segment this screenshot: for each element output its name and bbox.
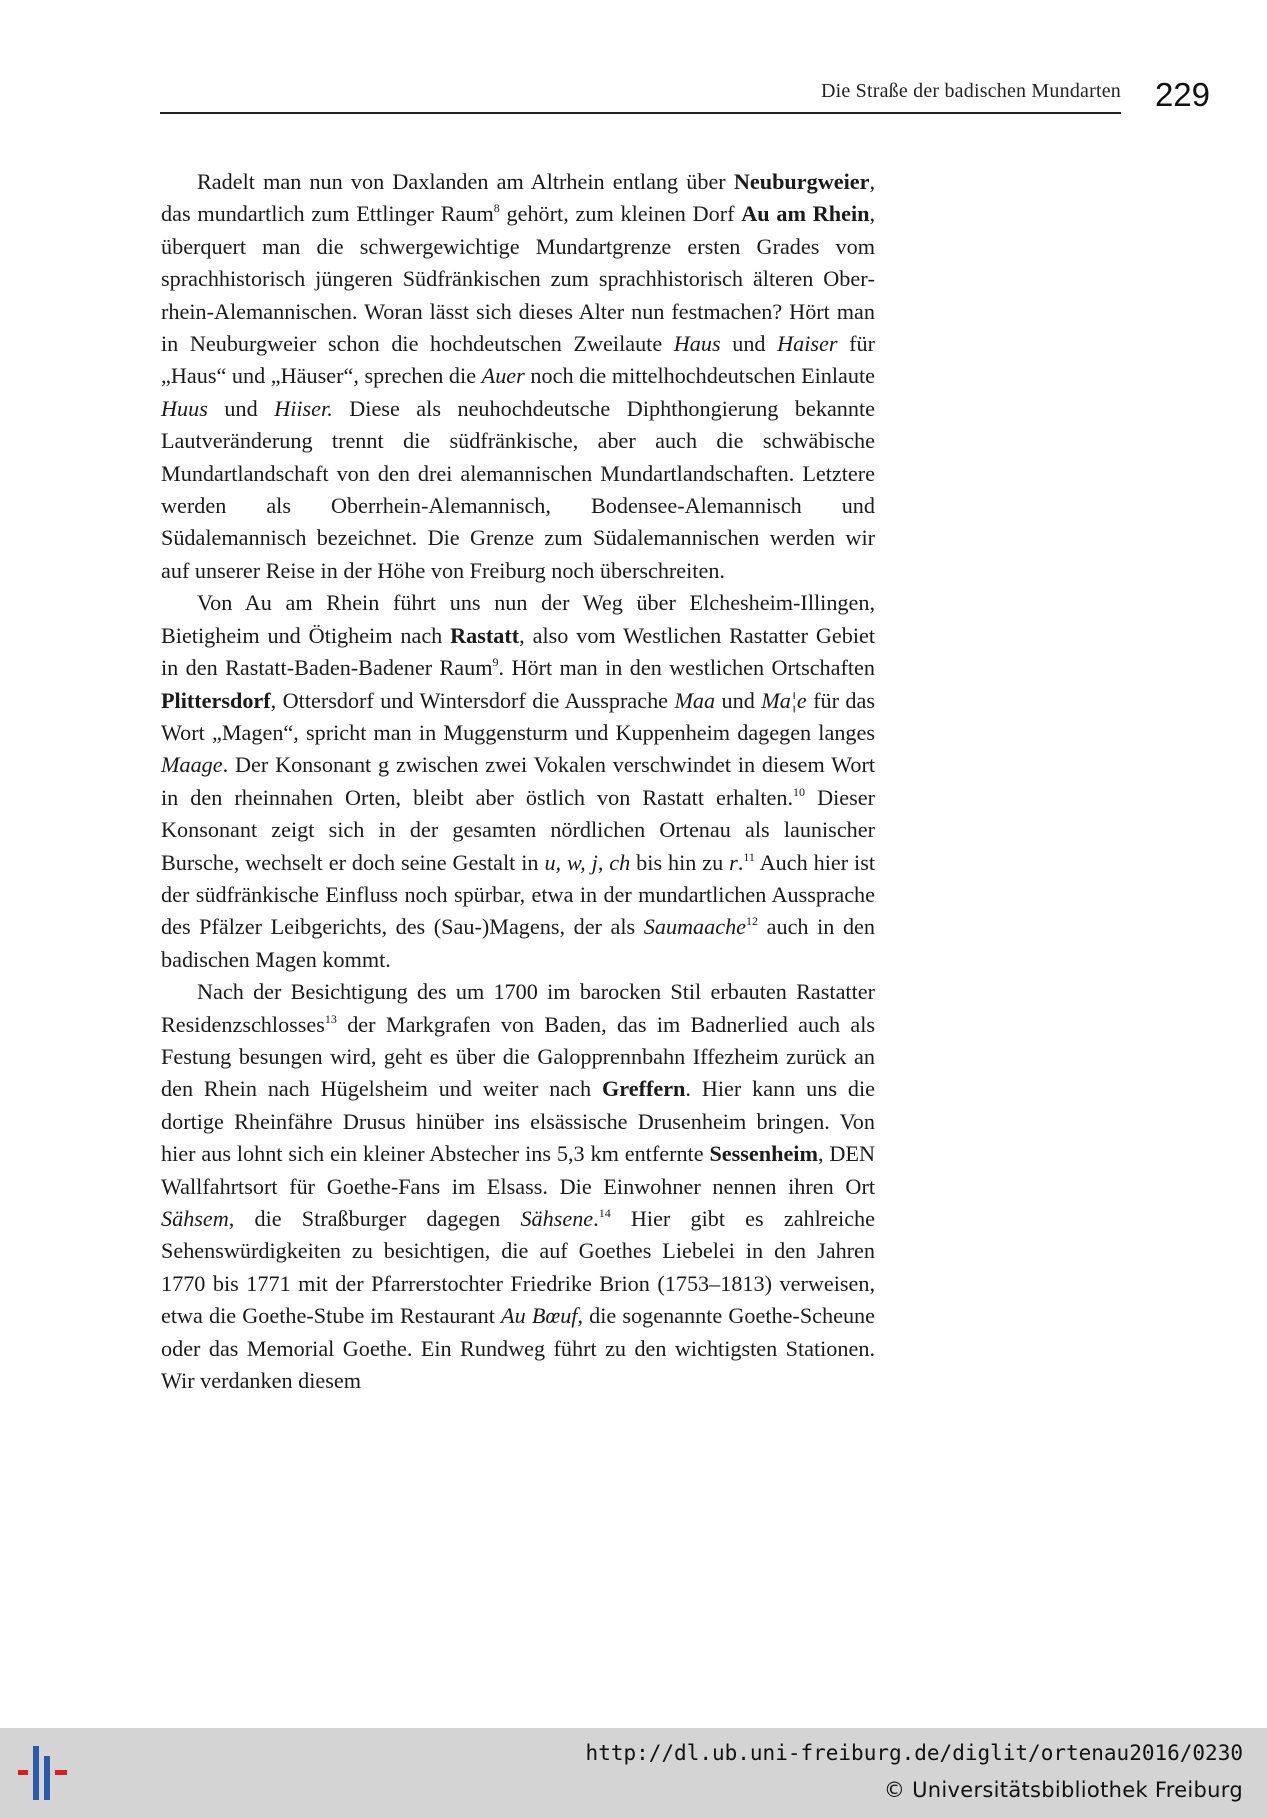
text-run: Diese als neuhochdeutsche Diphthongierung bekannte Lautveränderung trennt die südfränkische, aber auch die schwäbische Mundartlandschaft von den drei alemannischen Mundartlandschaften. Letztere werden als Oberrhein-Alemannisch, Bodensee-Alemannisch und Südalemannisch bezeichnet. Die Grenze zum Südalemannischen werden wir auf unserer Reise in der Höhe von Freiburg noch überschreiten. bbox=[161, 395, 875, 583]
place-name-bold: Sessenheim bbox=[709, 1141, 818, 1167]
dialect-term-italic: Sähsene bbox=[520, 1206, 594, 1231]
text-run: Von Au am Rhein führt uns nun der Weg über Elchesheim-Illingen, Bietigheim und Ötigheim nach bbox=[161, 590, 875, 648]
running-header bbox=[160, 64, 1210, 124]
place-name-bold: Rastatt bbox=[450, 622, 520, 648]
dialect-term-italic: Ma¦e bbox=[761, 687, 807, 713]
dialect-term-italic: Saumaache bbox=[643, 914, 747, 940]
copyright-notice: © Universitätsbibliothek Freiburg bbox=[883, 1778, 1243, 1802]
text-run: für „Haus“ und „Häuser“, sprechen die bbox=[161, 331, 876, 389]
ub-freiburg-logo-icon bbox=[14, 1742, 80, 1804]
text-run: der Markgrafen von Baden, das im Badnerlied auch als Festung besungen wird, geht es über die Galopprennbahn Iffezheim zurück an den Rhein nach Hügelsheim und weiter nach bbox=[161, 1011, 875, 1102]
text-run: , DEN Wallfahrtsort für Goethe-Fans im Elsass. Die Einwohner nennen ihren Ort bbox=[161, 1141, 875, 1199]
text-run: und bbox=[207, 395, 275, 421]
dialect-term-italic: Haus bbox=[673, 331, 721, 357]
dialect-term-italic: Maa bbox=[674, 687, 716, 713]
text-run: für das Wort „Magen“, spricht man in Muggensturm und Kuppenheim dagegen langes bbox=[161, 687, 876, 745]
footnote-marker: 13 bbox=[324, 1011, 337, 1026]
dialect-term-italic: Au Bœuf bbox=[501, 1303, 578, 1329]
dialect-term-italic: Hiiser. bbox=[274, 395, 333, 421]
running-title: Die Straße der badischen Mundarten bbox=[820, 80, 1121, 102]
text-run: und bbox=[715, 687, 762, 713]
text-run: , Ottersdorf und Wintersdorf die Aussprache bbox=[270, 687, 675, 713]
footnote-marker: 14 bbox=[598, 1206, 611, 1220]
dialect-term-italic: Sähsem bbox=[161, 1206, 229, 1231]
paragraph bbox=[161, 166, 875, 587]
text-run: , das mundartlich zum Ettlinger Raum bbox=[161, 169, 875, 227]
text-run: . Hier kann uns die dortige Rheinfähre Drusus hinüber ins elsässische Drusenheim bringen. Von hier aus lohnt sich ein kleiner Abstecher ins 5,3 km entfernte bbox=[161, 1076, 875, 1167]
paragraph bbox=[161, 587, 875, 976]
dialect-term-italic: Huus bbox=[161, 395, 208, 421]
footnote-marker: 11 bbox=[743, 849, 755, 864]
text-run: Auch hier ist der südfränkische Einfluss noch spürbar, etwa in der mundartlichen Aussprache des Pfälzer Leibgerichts, des (Sau-)Magens, der als bbox=[161, 849, 876, 940]
text-run: . bbox=[593, 1206, 599, 1231]
text-run: . Der Konsonant g zwischen zwei Vokalen verschwindet in diesem Wort in den rheinnahen Orten, bleibt aber östlich von Rastatt erhalten. bbox=[161, 752, 875, 810]
dialect-term-italic: Maage bbox=[161, 752, 223, 778]
footnote-marker: 12 bbox=[746, 914, 759, 929]
paragraph bbox=[161, 976, 875, 1397]
text-run: Hier gibt es zahlreiche Sehenswürdigkeiten zu besichtigen, die auf Goethes Liebelei in den Jahren 1770 bis 1771 mit der Pfarrerstochter Friedrike Brion (1753–1813) verweisen, etwa die Goethe-Stube im Restaurant bbox=[161, 1206, 875, 1329]
text-run: . Hört man in den westlichen Ortschaften bbox=[498, 655, 875, 681]
footnote-marker: 9 bbox=[492, 655, 499, 670]
text-run: und bbox=[720, 331, 778, 357]
footnote-marker: 10 bbox=[793, 784, 806, 799]
text-run: auch in den badischen Magen kommt. bbox=[161, 914, 875, 972]
text-run: , also vom Westlichen Rastatter Gebiet in den Rastatt-Baden-Badener Raum bbox=[161, 622, 875, 681]
page-number: 229 bbox=[1154, 76, 1210, 113]
header-rule bbox=[160, 112, 1121, 114]
footnote-marker: 8 bbox=[493, 201, 500, 216]
text-run: , die sogenannte Goethe-Scheune oder das Memorial Goethe. Ein Rundweg führt zu den wichtigsten Stationen. Wir verdanken diesem bbox=[161, 1303, 875, 1394]
text-run: gehört, zum kleinen Dorf bbox=[499, 201, 742, 227]
place-name-bold: Plittersdorf bbox=[161, 687, 271, 713]
source-url[interactable]: http://dl.ub.uni-freiburg.de/diglit/ortenau2016/0230 bbox=[585, 1741, 1243, 1765]
dialect-term-italic: r bbox=[729, 849, 738, 875]
text-run: Radelt man nun von Daxlanden am Altrhein entlang über bbox=[197, 169, 734, 194]
text-run: Dieser Konsonant zeigt sich in der gesamten nördlichen Ortenau als launischer Bursche, wechselt er doch seine Gestalt in bbox=[161, 784, 875, 875]
dialect-term-italic: Haiser bbox=[777, 331, 838, 357]
text-run: bis hin zu bbox=[630, 849, 730, 875]
text-run: noch die mittelhochdeutschen Einlaute bbox=[524, 363, 876, 389]
place-name-bold: Neuburgweier bbox=[733, 169, 870, 194]
footer-bar bbox=[0, 1728, 1267, 1818]
text-run: , die Straßburger dagegen bbox=[228, 1206, 521, 1231]
dialect-term-italic: u, w, j, ch bbox=[544, 849, 631, 875]
body-text bbox=[161, 166, 875, 1397]
text-run: . bbox=[737, 849, 744, 875]
dialect-term-italic: Auer bbox=[481, 363, 525, 389]
text-run: Nach der Besichtigung des um 1700 im barocken Stil erbauten Rastatter Residenzschlosses bbox=[161, 979, 875, 1037]
place-name-bold: Au am Rhein bbox=[741, 201, 870, 227]
text-run: , überquert man die schwergewichtige Mundartgrenze ersten Grades vom sprachhistorisch jüngeren Südfränkischen zum sprachhistorisch älteren Oberrhein-Alemannischen. Woran lässt sich dieses Alter nun festmachen? Hört man in Neuburgweier schon die hochdeutschen Zweilaute bbox=[161, 201, 876, 357]
place-name-bold: Greffern bbox=[602, 1076, 686, 1102]
